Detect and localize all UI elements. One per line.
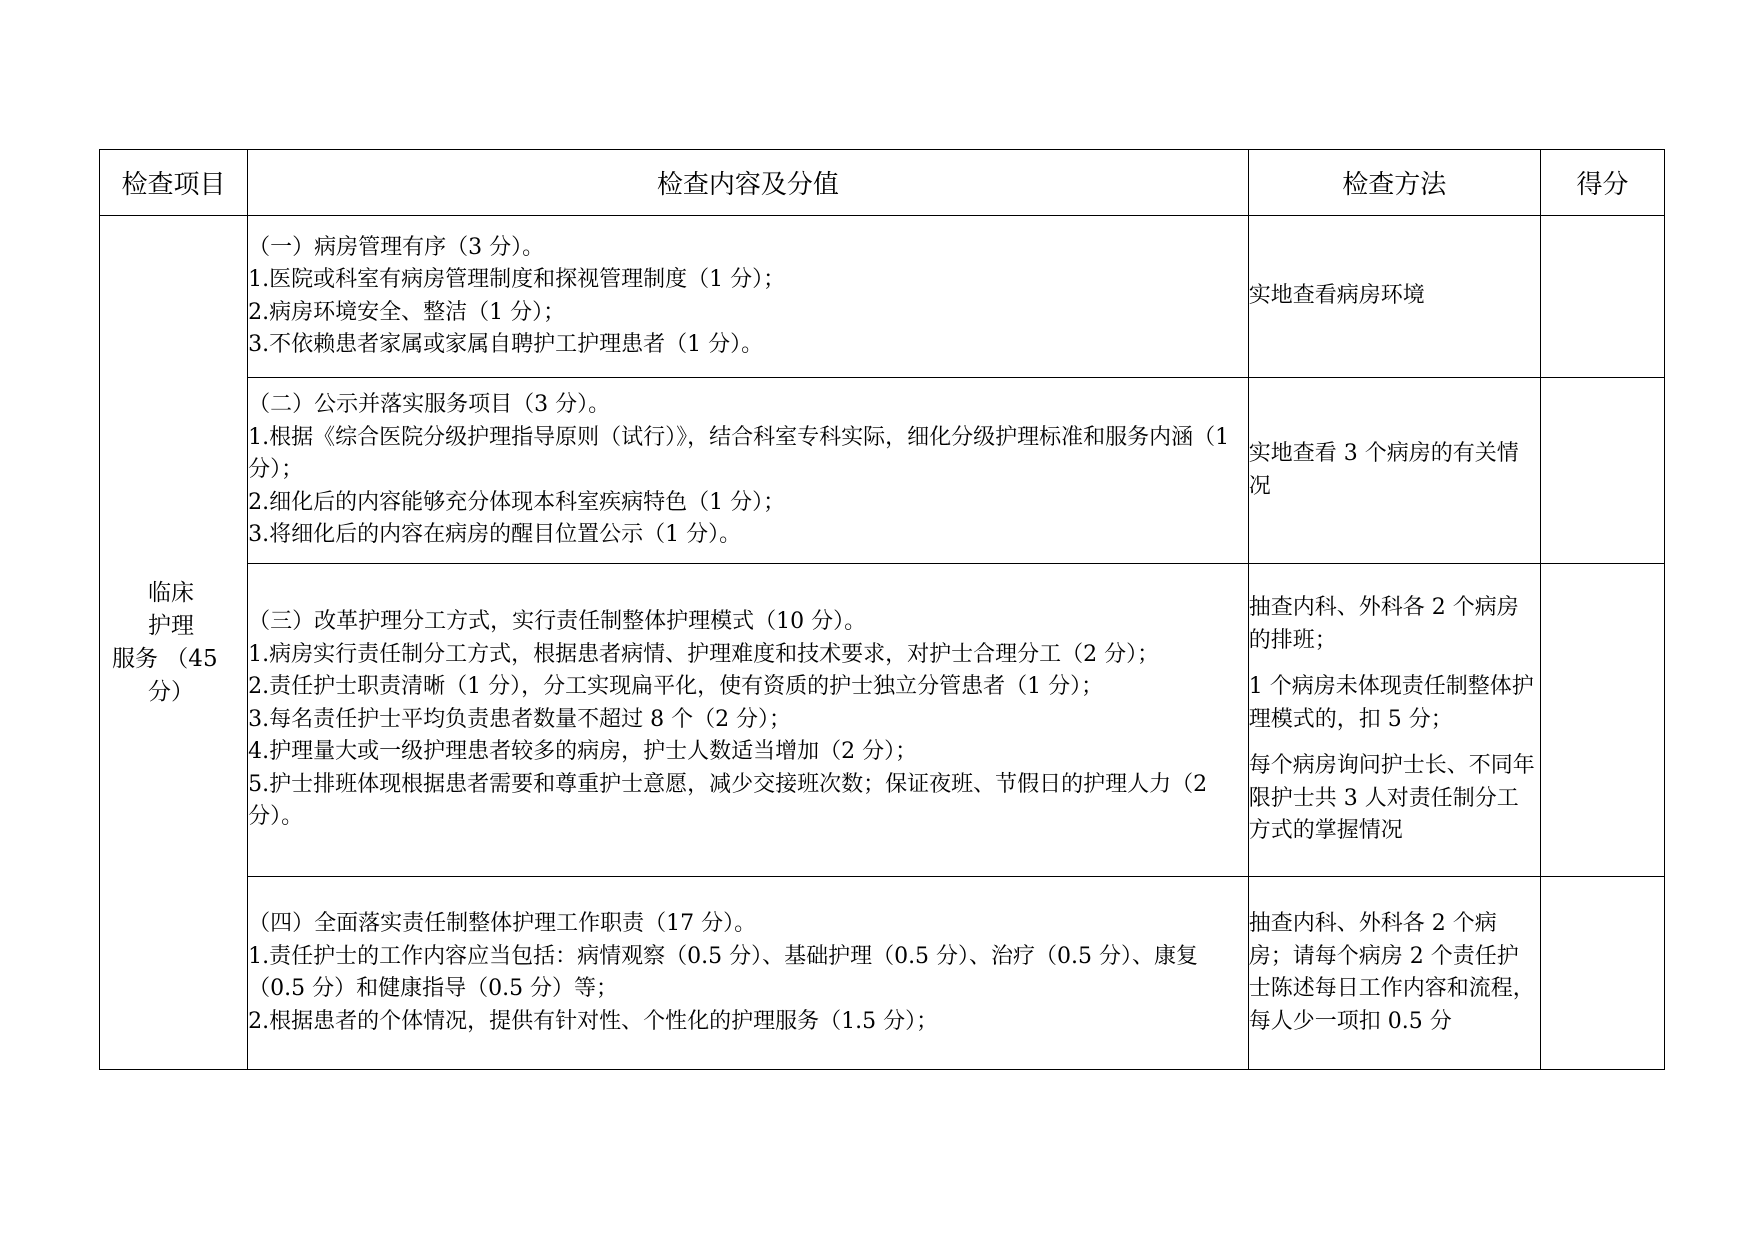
category-line: 服务 （45 (112, 645, 218, 672)
content-line: （一）病房管理有序（3 分）。 (248, 234, 545, 260)
content-line: （四）全面落实责任制整体护理工作职责（17 分）。 (248, 911, 757, 936)
method-line: 实地查看 3 个病房的有关情况 (1248, 441, 1519, 499)
content-line: 1.医院或科室有病房管理制度和探视管理制度（1 分）； (248, 267, 786, 292)
header-item: 检查项目 (100, 150, 248, 216)
content-line: （三）改革护理分工方式，实行责任制整体护理模式（10 分）。 (248, 609, 867, 635)
header-content: 检查内容及分值 (248, 150, 1249, 216)
score-cell[interactable] (1540, 378, 1664, 564)
method-line: 1 个病房未体现责任制整体护理模式的，扣 5 分； (1248, 674, 1534, 732)
content-cell (248, 877, 1249, 1070)
content-line: 5.护士排班体现根据患者需要和尊重护士意愿，减少交接班次数；保证夜班、节假日的护理人力（2 分）。 (248, 771, 1208, 830)
header-method: 检查方法 (1248, 150, 1540, 216)
method-line: 实地查看病房环境 (1248, 283, 1425, 309)
method-cell (1248, 378, 1540, 564)
content-line: 3.将细化后的内容在病房的醒目位置公示（1 分）。 (248, 522, 742, 548)
score-cell[interactable] (1540, 877, 1664, 1070)
header-row (100, 150, 1665, 216)
method-cell (1248, 216, 1540, 378)
table-row (100, 216, 1665, 378)
category-cell (100, 216, 248, 1070)
category-line: 分） (148, 678, 194, 705)
content-line: 4.护理量大或一级护理患者较多的病房，护士人数适当增加（2 分）； (248, 739, 918, 765)
method-line: 每个病房询问护士长、不同年限护士共 3 人对责任制分工方式的掌握情况 (1248, 753, 1535, 844)
content-line: 3.不依赖患者家属或家属自聘护工护理患者（1 分）。 (248, 332, 764, 357)
inspection-table (99, 149, 1665, 1070)
table-row (100, 564, 1665, 877)
content-line: 3.每名责任护士平均负责患者数量不超过 8 个（2 分）； (248, 706, 792, 732)
category-line: 临床 (148, 579, 194, 606)
content-line: （二）公示并落实服务项目（3 分）。 (248, 392, 611, 418)
content-line: 2.病房环境安全、整洁（1 分）； (248, 299, 566, 325)
table-row (100, 378, 1665, 564)
table-row (100, 877, 1665, 1070)
method-cell (1248, 877, 1540, 1070)
method-line: 抽查内科、外科各 2 个病房的排班； (1248, 595, 1519, 653)
content-line: 1.根据《综合医院分级护理指导原则（试行）》，结合科室专科实际，细化分级护理标准和服务内涵（1 分）； (248, 424, 1230, 483)
content-line: 2.责任护士职责清晰（1 分），分工实现扁平化，使有资质的护士独立分管患者（1 分）； (248, 674, 1104, 700)
content-line: 1.责任护士的工作内容应当包括：病情观察（0.5 分）、基础护理（0.5 分）、治疗（0.5 分）、康复（0.5 分）和健康指导（0.5 分）等； (248, 943, 1199, 1001)
content-line: 2.根据患者的个体情况，提供有针对性、个性化的护理服务（1.5 分）； (248, 1008, 939, 1034)
score-cell[interactable] (1540, 216, 1664, 378)
content-cell (248, 216, 1249, 378)
content-line: 2.细化后的内容能够充分体现本科室疾病特色（1 分）； (248, 489, 786, 515)
method-cell (1248, 564, 1540, 877)
header-score: 得分 (1540, 150, 1664, 216)
content-cell (248, 378, 1249, 564)
method-line: 抽查内科、外科各 2 个病房；请每个病房 2 个责任护士陈述每日工作内容和流程，每人少一项扣 0.5 分 (1248, 911, 1535, 1034)
content-line: 1.病房实行责任制分工方式，根据患者病情、护理难度和技术要求，对护士合理分工（2 分）； (248, 641, 1160, 667)
score-cell[interactable] (1540, 564, 1664, 877)
content-cell (248, 564, 1249, 877)
category-line: 护理 (148, 612, 194, 639)
